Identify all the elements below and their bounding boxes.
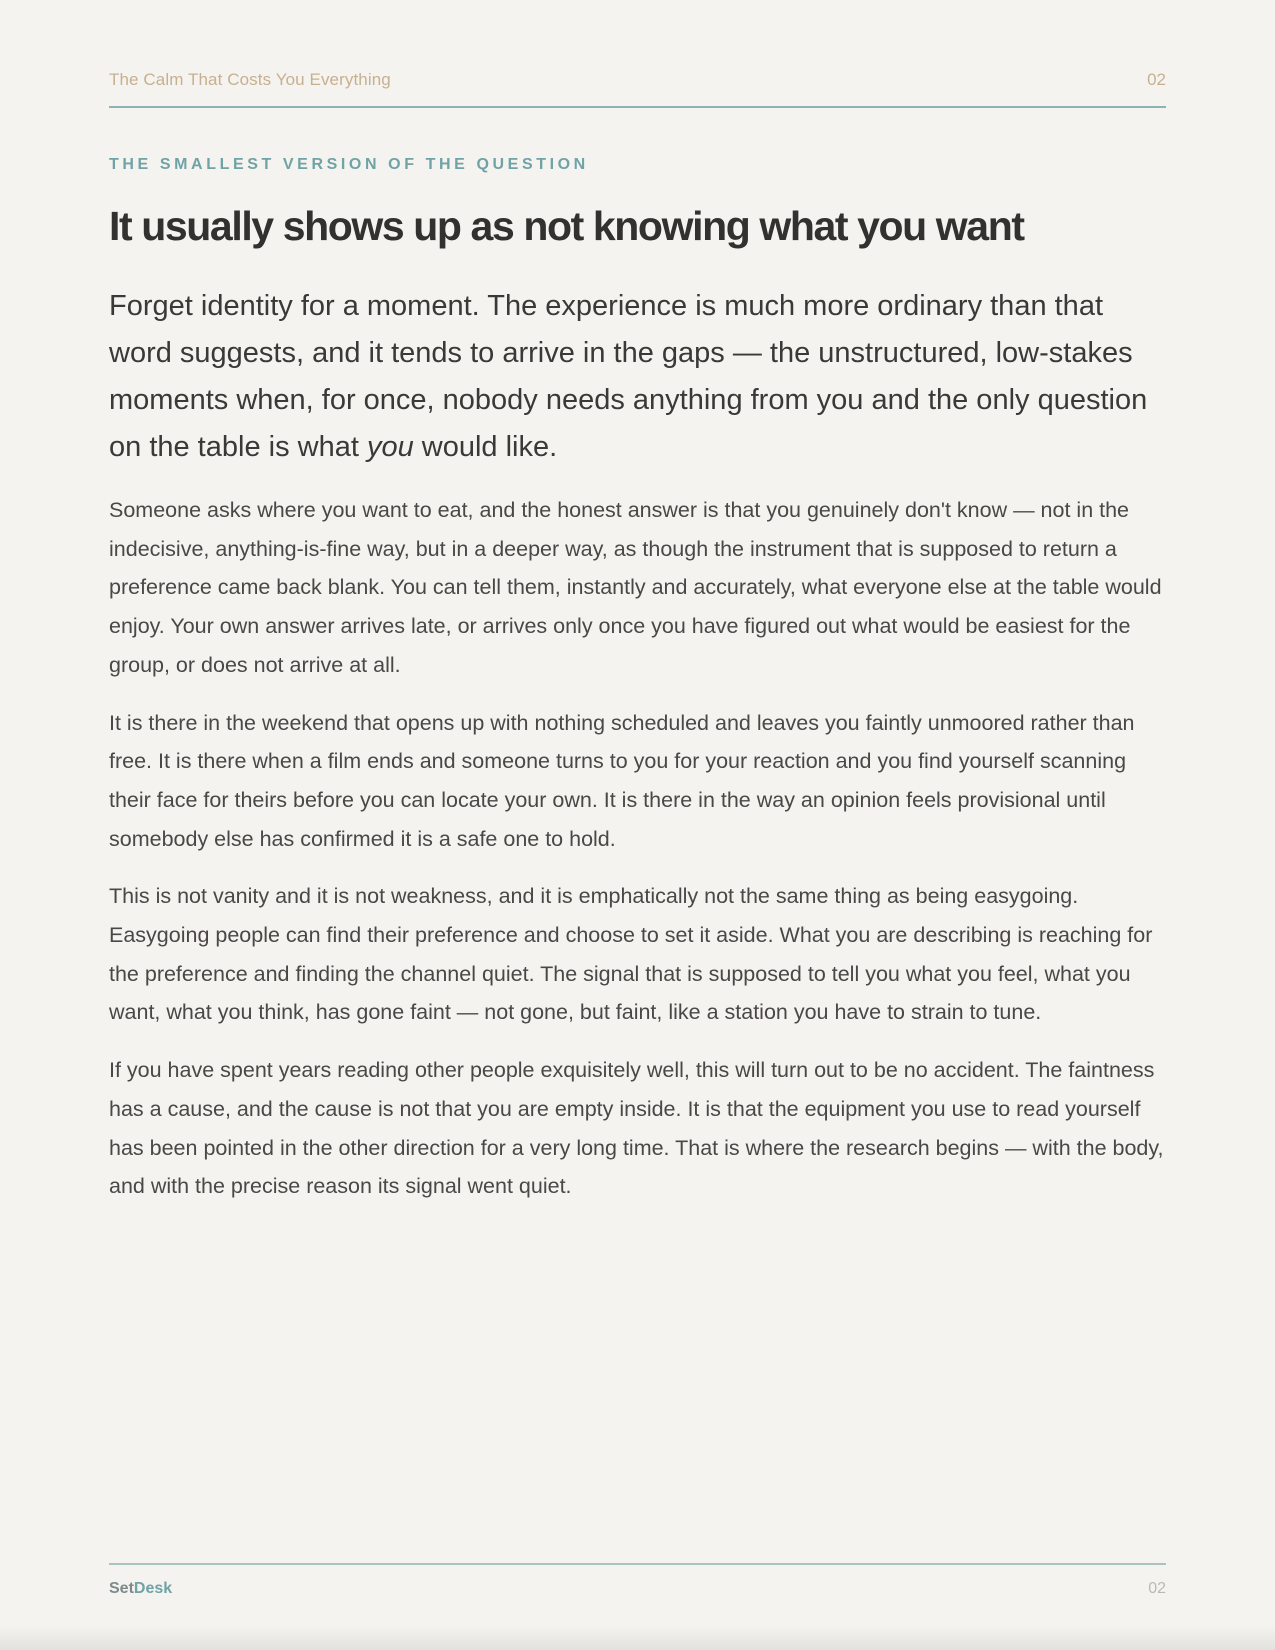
section-eyebrow: THE SMALLEST VERSION OF THE QUESTION	[109, 156, 589, 173]
document-page	[109, 0, 1166, 1650]
lede-emphasis: you	[366, 431, 414, 463]
section-heading: It usually shows up as not knowing what you want	[109, 203, 1024, 249]
brand-wordmark-set: Set	[109, 1580, 134, 1597]
lede-text-start: Forget identity for a moment. The experience is much more ordinary than that word suggests, and it tends to arrive in the gaps — the unstructured, low-stakes moments when, for once, nobody needs anything from you and the only question on the table is what	[109, 290, 1148, 463]
lede-text-end: would like.	[413, 431, 558, 463]
document-title: The Calm That Costs You Everything	[109, 70, 391, 89]
footer-page-number: 02	[1148, 1580, 1166, 1597]
body-paragraph: This is not vanity and it is not weakness, and it is emphatically not the same thing as being easygoing. Easygoing people can find their preference and choose to set it aside. What you are describing is reaching for the preference and finding the channel quiet. The signal that is supposed to tell you what you feel, what you want, what you think, has gone faint — not gone, but faint, like a station you have to strain to tune.	[109, 884, 1153, 1025]
page-bottom-shadow	[0, 1626, 1275, 1650]
brand-wordmark-desk: Desk	[133, 1580, 173, 1597]
lede-paragraph	[109, 283, 1166, 471]
body-paragraph: Someone asks where you want to eat, and the honest answer is that you genuinely don't know — not in the indecisive, anything-is-fine way, but in a deeper way, as though the instrument that is supposed to return a preference came back blank. You can tell them, instantly and accurately, what everyone else at the table would enjoy. Your own answer arrives late, or arrives only once you have figured out what would be easiest for the group, or does not arrive at all.	[109, 498, 1162, 677]
body-paragraph: If you have spent years reading other people exquisitely well, this will turn out to be no accident. The faintness has a cause, and the cause is not that you are empty inside. It is that the equipment you use to read yourself has been pointed in the other direction for a very long time. That is where the research begins — with the body, and with the precise reason its signal went quiet.	[109, 1058, 1164, 1199]
body-copy	[109, 491, 1166, 1225]
brand-wordmark	[109, 1580, 172, 1598]
body-paragraph: It is there in the weekend that opens up with nothing scheduled and leaves you faintly unmoored rather than free. It is there when a film ends and someone turns to you for your reaction and you find yourself scanning their face for theirs before you can locate your own. It is there in the way an opinion feels provisional until somebody else has confirmed it is a safe one to hold.	[109, 710, 1135, 851]
running-footer	[109, 1563, 1166, 1598]
header-page-number: 02	[1147, 70, 1166, 89]
running-header	[109, 70, 1166, 108]
